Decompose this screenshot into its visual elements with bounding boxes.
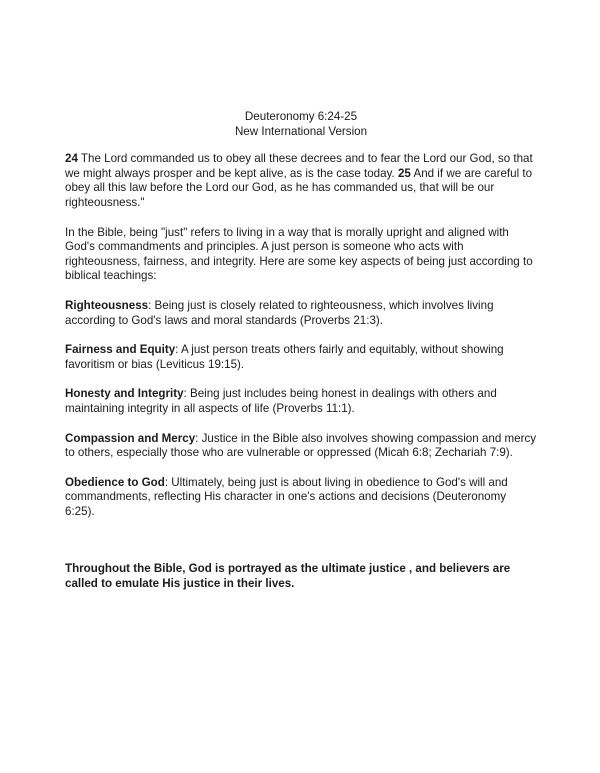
page-title: Deuteronomy 6:24-25: [244, 110, 358, 123]
verse-number-25: 25: [397, 166, 411, 180]
aspect-description: : Being just is closely related to righteousness, which involves living according to God's laws and moral standards (Proverbs 21:3).: [65, 298, 494, 327]
verse-24-text: The Lord commanded us to obey all these decrees and to fear the Lord our God, so that we might always prosper and be kept alive, as is the case today.: [65, 152, 533, 180]
title-block: [65, 110, 537, 139]
aspect-term: Honesty and Integrity: [65, 387, 184, 401]
verse-25-text: And if we are careful to obey all this law before the Lord our God, as he has commanded us, that will be our righteousness.": [65, 166, 533, 209]
aspect-paragraph-honesty-and-integrity: [65, 387, 537, 416]
verse-paragraph: [65, 152, 537, 210]
aspect-description: : Justice in the Bible also involves showing compassion and mercy to others, especially those who are vulnerable or oppressed (Micah 6:8; Zechariah 7:9).: [65, 431, 537, 460]
conclusion-paragraph: Throughout the Bible, God is portrayed as the ultimate justice , and believers are called to emulate His justice in their lives.: [65, 562, 511, 591]
intro-paragraph: In the Bible, being "just" refers to living in a way that is morally upright and aligned with God's commandments and principles. A just person is someone who acts with righteousness, fairness, and integrity. Here are some key aspects of being just according to biblical teachings:: [65, 225, 533, 283]
page-subtitle: New International Version: [234, 124, 368, 138]
aspect-term: Obedience to God: [65, 475, 165, 489]
aspect-term: Righteousness: [65, 298, 149, 312]
verse-number-24: 24: [65, 152, 78, 166]
aspect-paragraph-compassion-and-mercy: [65, 432, 537, 461]
aspect-term: Fairness and Equity: [65, 343, 176, 357]
aspect-description: : A just person treats others fairly and equitably, without showing favoritism or bias (Leviticus 19:15).: [65, 343, 504, 371]
aspect-paragraph-obedience-to-god: [65, 476, 537, 520]
document-page: [65, 110, 537, 607]
aspect-description: : Being just includes being honest in dealings with others and maintaining integrity in all aspects of life (Proverbs 11:1).: [65, 387, 497, 415]
aspect-term: Compassion and Mercy: [65, 431, 196, 445]
aspect-paragraph-fairness-and-equity: [65, 343, 537, 372]
aspect-description: : Ultimately, being just is about living in obedience to God's will and commandments, reflecting His character in one's actions and decisions (Deuteronomy 6:25).: [65, 475, 508, 518]
aspect-paragraph-righteousness: [65, 299, 537, 328]
